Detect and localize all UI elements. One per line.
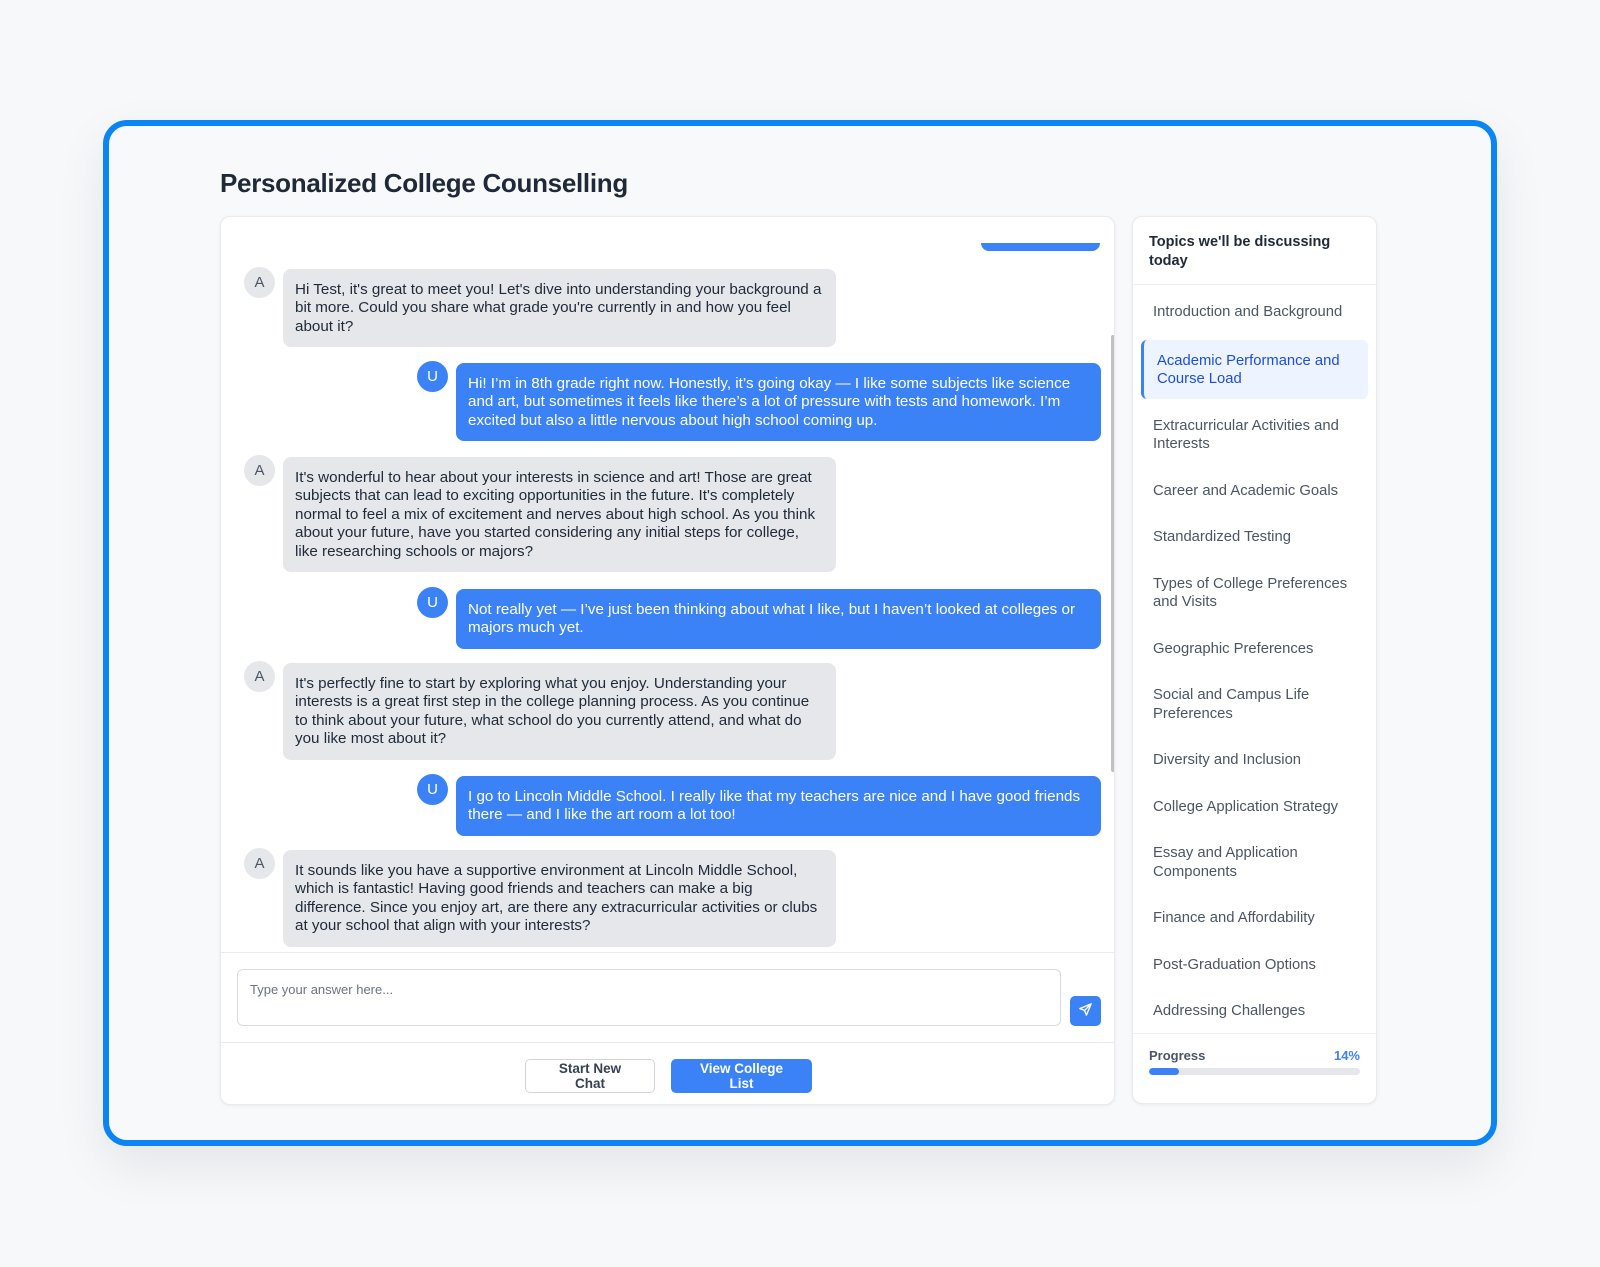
topic-diversity-and-inclusion[interactable]: Diversity and Inclusion (1153, 752, 1302, 768)
assistant-message (244, 661, 836, 760)
chat-scrollbar[interactable] (1111, 335, 1114, 772)
topic-standardized-testing[interactable]: Standardized Testing (1153, 529, 1291, 545)
topic-finance-and-affordability[interactable]: Finance and Affordability (1153, 910, 1315, 926)
chat-panel (220, 216, 1115, 1105)
view-college-list-button[interactable]: View College List (671, 1059, 812, 1093)
message-bubble: Not really yet — I’ve just been thinking about what I like, but I haven’t looked at colleges or majors much yet. (456, 589, 1101, 649)
assistant-avatar: A (244, 267, 275, 298)
progress-bar (1149, 1068, 1360, 1075)
message-bubble: It's perfectly fine to start by exploring what you enjoy. Understanding your interests is a great first step in the college planning process. As you continue to think about your future, what school do you currently attend, and what do you like most about it? (283, 663, 836, 760)
start-new-chat-button[interactable]: Start New Chat (525, 1059, 655, 1093)
assistant-message (244, 267, 836, 347)
message-bubble: Hi! I’m in 8th grade right now. Honestly, it’s going okay — I like some subjects like science and art, but sometimes it feels like there’s a lot of pressure with tests and homework. I’m excited but also a little nervous about high school coming up. (456, 363, 1101, 441)
sidebar-heading: Topics we'll be discussing today (1133, 217, 1376, 285)
page-title: Personalized College Counselling (220, 168, 628, 198)
progress-section (1133, 1033, 1376, 1103)
topic-social-and-campus-life[interactable]: Social and Campus Life Preferences (1153, 687, 1310, 722)
message-list[interactable] (221, 217, 1114, 952)
topic-career-and-academic-goals[interactable]: Career and Academic Goals (1153, 482, 1339, 499)
chat-actions (221, 1042, 1114, 1104)
progress-bar-fill (1149, 1068, 1179, 1075)
send-button[interactable] (1070, 996, 1101, 1026)
topic-post-graduation-options[interactable]: Post-Graduation Options (1153, 956, 1316, 973)
assistant-avatar: A (244, 455, 275, 486)
user-message (417, 361, 1101, 441)
user-message (417, 587, 1101, 649)
paper-plane-icon (1078, 1002, 1093, 1020)
assistant-message (244, 848, 836, 947)
topic-essay-and-application[interactable]: Essay and Application Components (1153, 845, 1298, 880)
previous-user-message-partial (981, 243, 1100, 251)
topic-list (1133, 285, 1376, 1031)
topic-extracurricular-activities[interactable]: Extracurricular Activities and Interests (1153, 417, 1339, 452)
topic-college-preferences-and-visits[interactable]: Types of College Preferences and Visits (1153, 575, 1348, 610)
message-bubble: It sounds like you have a supportive environment at Lincoln Middle School, which is fantastic! Having good friends and teachers can make a big difference. Since you enjoy art, are there any extracurricular activities or clubs at your school that align with your interests? (283, 850, 836, 947)
progress-value: 14% (1333, 1048, 1360, 1063)
user-message (417, 774, 1101, 836)
topic-introduction-and-background[interactable]: Introduction and Background (1153, 304, 1343, 320)
message-bubble: I go to Lincoln Middle School. I really like that my teachers are nice and I have good friends there — and I like the art room a lot too! (456, 776, 1101, 836)
topic-addressing-challenges[interactable]: Addressing Challenges (1153, 1003, 1306, 1019)
topics-sidebar (1132, 216, 1377, 1104)
composer (221, 952, 1114, 1042)
assistant-avatar: A (244, 661, 275, 692)
assistant-avatar: A (244, 848, 275, 879)
user-avatar: U (417, 587, 448, 618)
answer-input[interactable] (237, 969, 1061, 1026)
topic-college-application-strategy[interactable]: College Application Strategy (1153, 798, 1339, 815)
user-avatar: U (417, 774, 448, 805)
progress-label: Progress (1149, 1048, 1206, 1063)
topic-geographic-preferences[interactable]: Geographic Preferences (1153, 640, 1314, 657)
assistant-message (244, 455, 836, 572)
message-bubble: It's wonderful to hear about your interests in science and art! Those are great subjects that can lead to exciting opportunities in the future. It's completely normal to feel a mix of excitement and nerves about high school. As you think about your future, have you started considering any initial steps for college, like researching schools or majors? (283, 457, 836, 572)
topic-academic-performance-active[interactable]: Academic Performance and Course Load (1141, 340, 1368, 399)
user-avatar: U (417, 361, 448, 392)
message-bubble: Hi Test, it's great to meet you! Let's dive into understanding your background a bit more. Could you share what grade you're currently in and how you feel about it? (283, 269, 836, 347)
